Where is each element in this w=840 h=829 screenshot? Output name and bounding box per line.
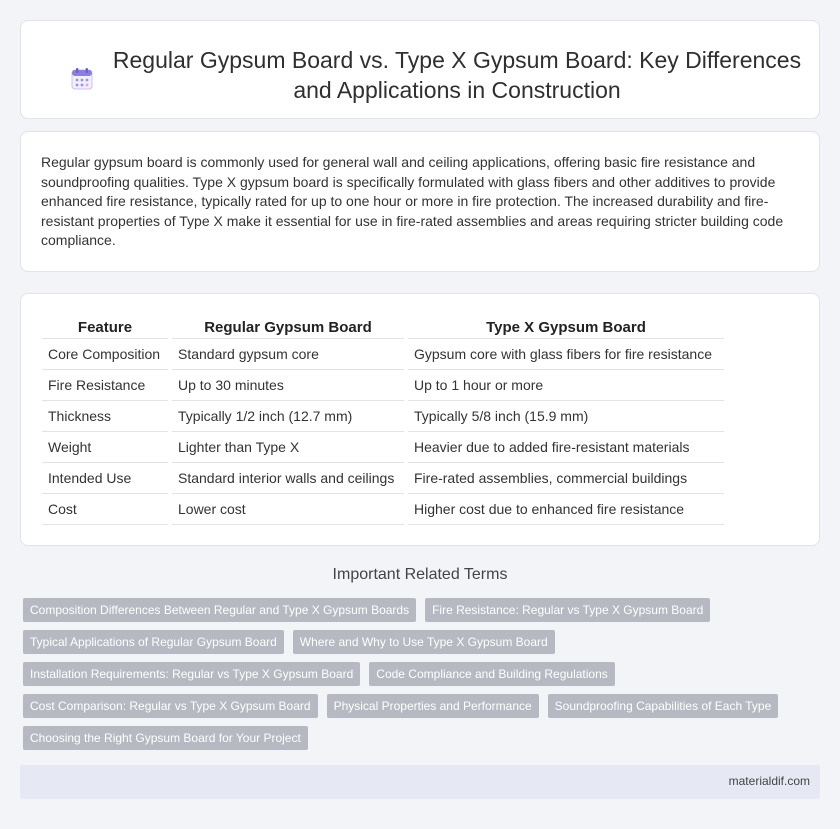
column-header-regular: Regular Gypsum Board (170, 315, 406, 338)
cell-regular: Lower cost (170, 493, 406, 524)
page-title: Regular Gypsum Board vs. Type X Gypsum Board: Key Differences and Applications in Construction (112, 47, 802, 103)
cell-regular: Standard interior walls and ceilings (170, 462, 406, 493)
related-term-link[interactable]: Cost Comparison: Regular vs Type X Gypsum Board (23, 694, 318, 718)
cell-feature: Thickness (42, 400, 170, 431)
column-header-feature: Feature (42, 315, 170, 338)
table-header-row (42, 315, 724, 338)
related-term-link[interactable]: Physical Properties and Performance (327, 694, 539, 718)
table-row (42, 462, 724, 493)
related-term-link[interactable]: Where and Why to Use Type X Gypsum Board (293, 630, 555, 654)
cell-type-x: Typically 5/8 inch (15.9 mm) (406, 400, 724, 431)
summary-paragraph: Regular gypsum board is commonly used for general wall and ceiling applications, offering basic fire resistance and soundproofing qualities. Type X gypsum board is specifically formulated with glass fibers and other additives to provide enhanced fire resistance, typically rated for up to one hour or more in fire protection. The increased durability and fire-resistant properties of Type X make it essential for use in fire-rated assemblies and areas requiring stricter building code compliance. (41, 154, 784, 249)
cell-feature: Weight (42, 431, 170, 462)
related-terms-list (23, 598, 803, 750)
related-term-link[interactable]: Soundproofing Capabilities of Each Type (548, 694, 779, 718)
cell-type-x: Up to 1 hour or more (406, 369, 724, 400)
table-row (42, 369, 724, 400)
table-row (42, 431, 724, 462)
cell-regular: Standard gypsum core (170, 338, 406, 369)
related-terms-heading: Important Related Terms (332, 566, 508, 583)
table-row (42, 338, 724, 369)
table-row (42, 400, 724, 431)
cell-feature: Core Composition (42, 338, 170, 369)
cell-type-x: Heavier due to added fire-resistant materials (406, 431, 724, 462)
cell-regular: Lighter than Type X (170, 431, 406, 462)
footer-site-link[interactable]: materialdif.com (728, 774, 810, 788)
calendar-icon (69, 66, 95, 92)
column-header-type-x: Type X Gypsum Board (406, 315, 724, 338)
cell-type-x: Higher cost due to enhanced fire resistance (406, 493, 724, 524)
cell-feature: Fire Resistance (42, 369, 170, 400)
related-term-link[interactable]: Installation Requirements: Regular vs Type X Gypsum Board (23, 662, 360, 686)
comparison-table-card (20, 293, 820, 546)
table-row (42, 493, 724, 524)
related-term-link[interactable]: Composition Differences Between Regular and Type X Gypsum Boards (23, 598, 416, 622)
cell-feature: Intended Use (42, 462, 170, 493)
cell-type-x: Fire-rated assemblies, commercial buildings (406, 462, 724, 493)
cell-regular: Typically 1/2 inch (12.7 mm) (170, 400, 406, 431)
footer-bar (20, 765, 820, 799)
related-term-link[interactable]: Choosing the Right Gypsum Board for Your Project (23, 726, 308, 750)
comparison-table (42, 315, 724, 525)
summary-card (20, 131, 820, 272)
related-term-link[interactable]: Fire Resistance: Regular vs Type X Gypsum Board (425, 598, 710, 622)
related-term-link[interactable]: Code Compliance and Building Regulations (369, 662, 614, 686)
cell-regular: Up to 30 minutes (170, 369, 406, 400)
related-term-link[interactable]: Typical Applications of Regular Gypsum Board (23, 630, 284, 654)
cell-type-x: Gypsum core with glass fibers for fire resistance (406, 338, 724, 369)
title-card (20, 20, 820, 119)
cell-feature: Cost (42, 493, 170, 524)
